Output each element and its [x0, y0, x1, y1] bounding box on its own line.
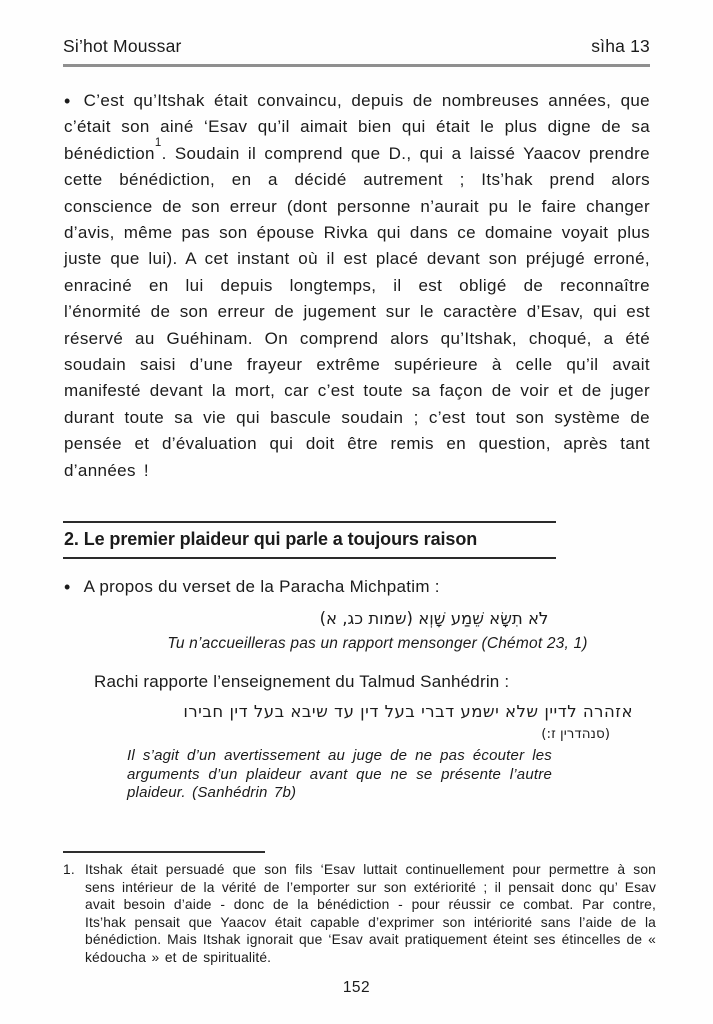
paracha-intro-text: A propos du verset de la Paracha Michpatim : — [83, 577, 440, 596]
footnote-number: 1. — [63, 862, 75, 877]
page-header — [63, 36, 650, 67]
talmud-quote-block — [130, 701, 633, 742]
rachi-intro: Rachi rapporte l’enseignement du Talmud Sanhédrin : — [94, 672, 510, 691]
header-siha-number: sìha 13 — [591, 36, 650, 56]
talmud-hebrew-text: אזהרה לדיין שלא ישמע דברי בעל דין עד שיבא בעל דין חבירו — [183, 702, 633, 721]
talmud-source-reference: (סנהדרין ז:) — [541, 726, 610, 742]
paragraph-text-start: C’est qu’Itshak était convaincu, depuis de nombreuses années, que c’était son ainé ‘Esav qu’il aimait bien qui était le plus digne de sa bénédiction — [64, 91, 650, 163]
footnote-reference: 1 — [154, 137, 162, 150]
paracha-intro-line — [64, 577, 650, 597]
footnote-separator — [63, 851, 265, 853]
bullet-marker: • — [64, 91, 71, 111]
paragraph-itshak — [64, 88, 650, 484]
verse-translation: Tu n’accueilleras pas un rapport mensonger (Chémot 23, 1) — [167, 635, 588, 652]
footnote — [63, 861, 656, 967]
header-book-title: Si’hot Moussar — [63, 36, 182, 56]
verse-hebrew: לֹא תִשָּׂא שֵׁמַע שָׁוְא (שמות כג, א) — [319, 609, 549, 628]
footnote-text: Itshak était persuadé que son fils ‘Esav luttait continuellement pour permettre à son sens intérieur de la vérité de l’emporter sur son extériorité ; il pensait donc qu’ Esav avait besoin d’aide - donc de la bénédiction - pour réussir ce combat. Par contre, Its’hak pensait que Yaacov était capable d’exprimer son intériorité sans l’aide de la bénédiction. Mais Itshak ignorait que ‘Esav avait pratiquement éteint ses étincelles de « kédoucha » et de spiritualité. — [85, 862, 656, 965]
paragraph-text-end: . Soudain il comprend que D., qui a laissé Yaacov prendre cette bénédiction, en a décidé autrement ; Its’hak prend alors conscience de son erreur (dont personne n’aurait pu le faire changer d’avis, même pas son épouse Rivka qui dans ce domaine voyait plus juste que lui). A cet instant où il est placé devant son préjugé erroné, enraciné en lui depuis longtemps, il est obligé de reconnaître l’énormité de son erreur de jugement sur le caractère d’Esav, qui est réservé au Guéhinam. On comprend alors qu’Itshak, choqué, a été soudain saisi d’une frayeur extrême supérieure à celle qu’il avait manifesté devant la mort, car c’est toute sa façon de voir et de juger durant toute sa vie qui bascule soudain ; c’est tout son système de pensée et d’évaluation qui doit être remis en question, après tant d’années ! — [64, 143, 650, 480]
page-number: 152 — [342, 979, 371, 996]
section-heading: 2. Le premier plaideur qui parle a toujours raison — [63, 521, 556, 559]
talmud-translation: Il s’agit d’un avertissement au juge de ne pas écouter les arguments d’un plaideur avant que ne se présente l’autre plaideur. (Sanhédrin 7b) — [127, 747, 552, 802]
bullet-marker: • — [64, 577, 71, 597]
